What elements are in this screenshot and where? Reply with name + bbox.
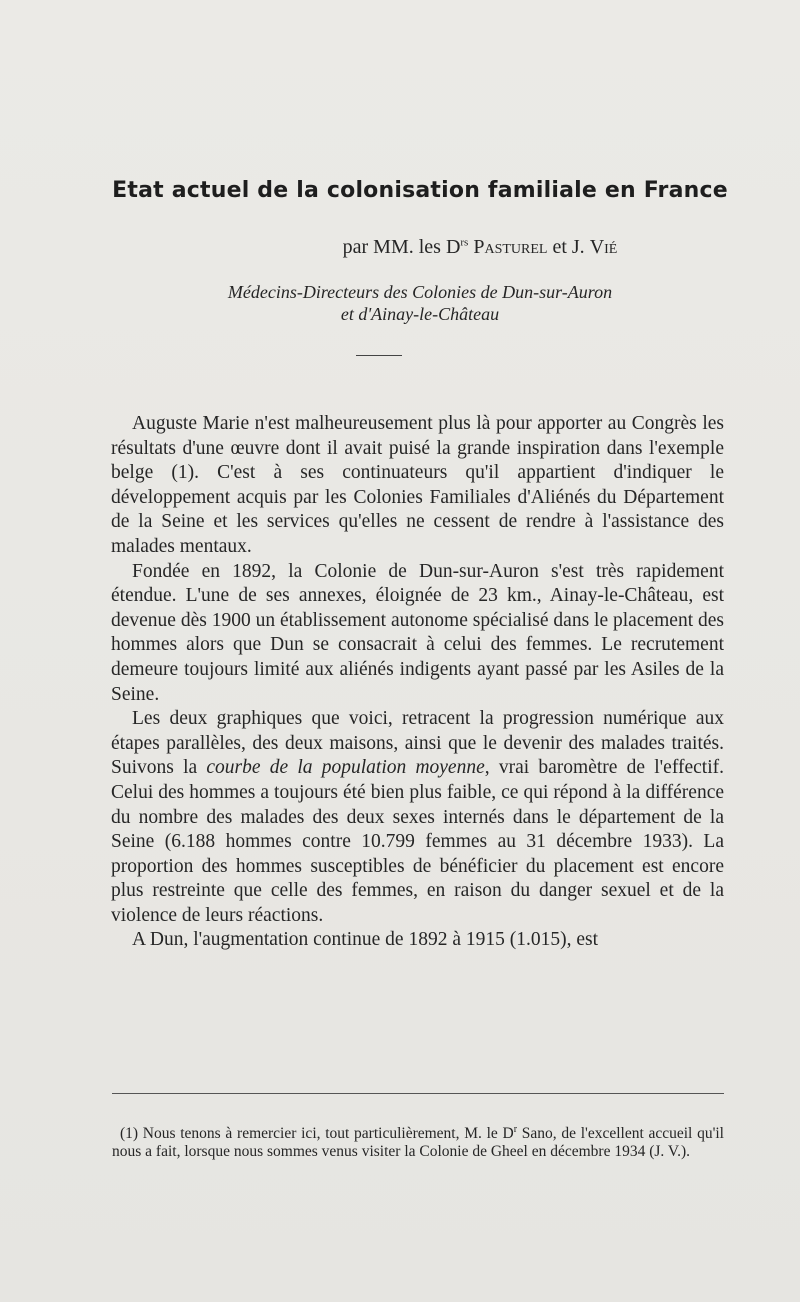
authors-and: et J.	[547, 236, 590, 258]
affiliation-line-1: Médecins-Directeurs des Colonies de Dun-sur-Auron	[227, 282, 613, 302]
affiliation-line-2: et d'Ainay-le-Château	[340, 304, 500, 324]
footnote-start: (1) Nous tenons à remercier ici, tout particulièrement, M. le D	[120, 1125, 514, 1143]
authors-line	[0, 236, 800, 259]
footnote-end: Sano, de l'excellent accueil qu'il nous a fait, lorsque nous sommes venus visiter la Colonie de Gheel en décembre 1934 (J. V.).	[112, 1125, 724, 1160]
paragraph-2: Fondée en 1892, la Colonie de Dun-sur-Auron s'est très rapidement étendue. L'une de ses annexes, éloignée de 23 km., Ainay-le-Château, est devenue dès 1900 un établissement autonome spécialisé dans le placement des hommes alors que Dun se consacrait à celui des femmes. Le recrutement demeure toujours limité aux aliénés indigents ayant passé par les Asiles de la Seine.	[111, 560, 724, 705]
authors-prefix: par MM. les D	[342, 236, 461, 258]
footnote-rule	[112, 1093, 724, 1094]
paragraph-3-start: Les deux graphiques que voici, retracent la progression numérique aux étapes parallèles, des deux maisons, ainsi que le devenir des malades traités. Suivons la	[111, 708, 724, 779]
paragraph-3-emphasis: courbe de la population moyenne	[206, 757, 485, 779]
paragraph-3-end: , vrai baromètre de l'effectif. Celui des hommes a toujours été bien plus faible, ce qui répond à la différence du nombre des malades des deux sexes internés dans le département de la Seine (6.188 hommes contre 10.799 femmes au 31 décembre 1933). La proportion des hommes susceptibles de bénéficier du placement est encore plus restreinte que celle des femmes, en raison du danger sexuel et de la violence de leurs réactions.	[111, 757, 724, 926]
author-vie: Vié	[589, 236, 618, 258]
separator-rule	[356, 355, 402, 356]
paragraph-1: Auguste Marie n'est malheureusement plus là pour apporter au Congrès les résultats d'une œuvre dont il avait puisé la grande inspiration dans l'exemple belge (1). C'est à ses continuateurs qu'il appartient d'indiquer le développement acquis par les Colonies Familiales d'Aliénés du Département de la Seine et les services qu'elles ne cessent de rendre à l'assistance des malades mentaux.	[111, 413, 724, 557]
dr-superscript: rs	[460, 236, 469, 249]
author-pasturel: Pasturel	[473, 236, 548, 258]
paragraph-4: A Dun, l'augmentation continue de 1892 à 1915 (1.015), est	[132, 929, 599, 951]
paragraph-3	[111, 707, 724, 928]
body-text	[111, 412, 724, 953]
footnote	[112, 1121, 724, 1160]
footnote-superscript: r	[513, 1124, 518, 1135]
article-title: Etat actuel de la colonisation familiale en France	[112, 178, 728, 203]
